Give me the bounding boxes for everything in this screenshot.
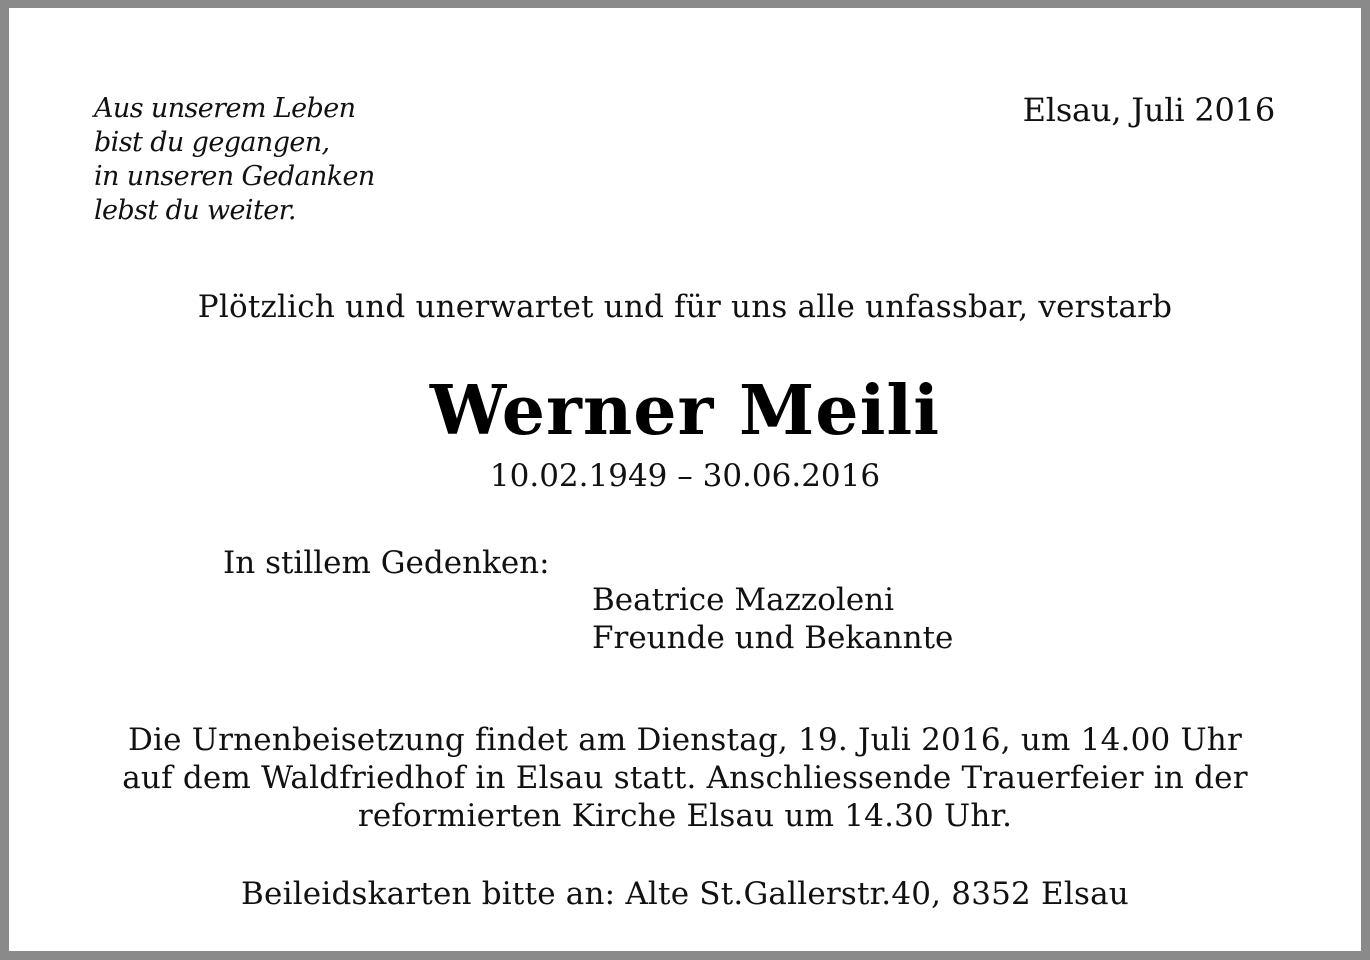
mourner-name: Beatrice Mazzoleni xyxy=(592,582,895,618)
memory-label: In stillem Gedenken: xyxy=(223,545,550,581)
intro-text: Plötzlich und unerwartet und für uns alle unfassbar, verstarb xyxy=(197,289,1173,325)
condolence-address: Beileidskarten bitte an: Alte St.Gallerstr.40, 8352 Elsau xyxy=(241,876,1129,912)
funeral-line: reformierten Kirche Elsau um 14.30 Uhr. xyxy=(357,798,1013,834)
motto-verse xyxy=(94,92,375,228)
mourner-name: Freunde und Bekannte xyxy=(592,620,954,656)
motto-line: Aus unserem Leben xyxy=(94,93,356,124)
place-date: Elsau, Juli 2016 xyxy=(1022,91,1275,129)
mourners-list xyxy=(592,581,953,657)
motto-line: in unseren Gedanken xyxy=(94,161,375,192)
motto-line: bist du gegangen, xyxy=(94,127,330,158)
life-dates: 10.02.1949 – 30.06.2016 xyxy=(489,458,881,494)
obituary-page xyxy=(9,8,1361,951)
funeral-line: auf dem Waldfriedhof in Elsau statt. Anschliessende Trauerfeier in der xyxy=(122,760,1248,796)
deceased-name: Werner Meili xyxy=(429,371,941,451)
motto-line: lebst du weiter. xyxy=(94,195,296,226)
funeral-line: Die Urnenbeisetzung findet am Dienstag, 19. Juli 2016, um 14.00 Uhr xyxy=(128,722,1242,758)
funeral-notice xyxy=(9,721,1361,835)
